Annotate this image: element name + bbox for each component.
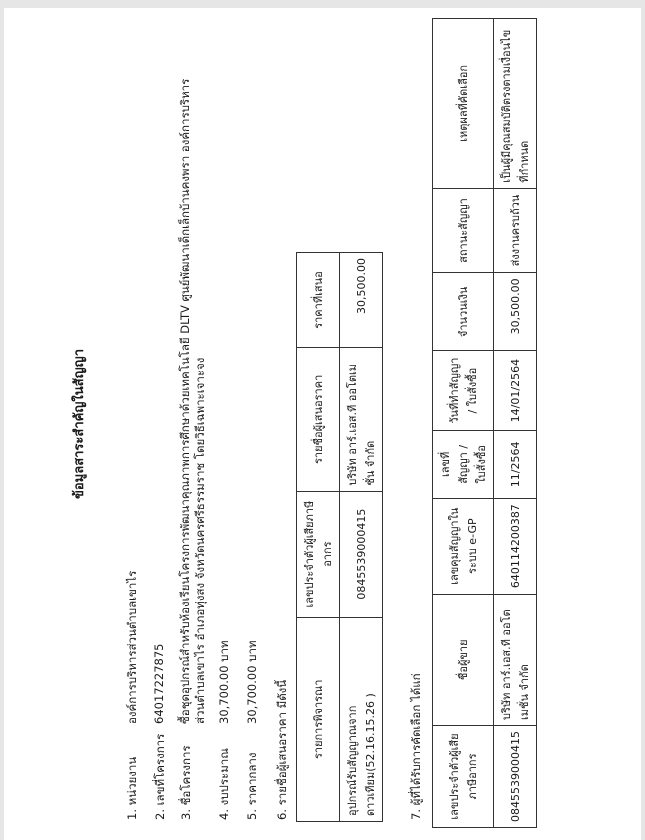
section7-heading: 7. ผู้ที่ได้รับการคัดเลือก ได้แก่ [409,673,423,820]
table-cell: 0845539000415 [494,726,537,828]
field-value: 64017227875 [152,643,166,724]
column-header: รายการพิจารณา [297,617,340,821]
table-cell: 0845539000415 [340,491,383,617]
table-cell: ส่งงานครบถ้วน [494,188,537,273]
column-header: ชื่อผู้ขาย [433,594,494,725]
table-cell: บริษัท อาร์.เอส.ที ออโตเมชั่น จำกัด [340,348,383,492]
document-title: ข้อมูลสาระสำคัญในสัญญา [72,348,87,500]
table-cell: 11/2564 [494,430,537,498]
field-agency [124,571,142,820]
field-budget [216,640,234,820]
field-label: 3. ชื่อโครงการ [179,745,193,820]
field-project-name [178,64,208,820]
column-header: เลขคุมสัญญาในระบบ e-GP [433,498,494,594]
field-project-number [152,644,170,820]
table-header-row [433,19,494,828]
selected-vendor-table [432,18,537,828]
column-header: ราคาที่เสนอ [297,253,340,348]
field-value: องค์การบริหารส่วนตำบลเขาไร [125,570,139,724]
table-cell: อุปกรณ์รับสัญญาณจากดาวเทียม(52.16.15.26 ) [340,617,383,821]
table-cell: 14/01/2564 [494,351,537,431]
column-header: จำนวนเงิน [433,273,494,351]
document-page [4,8,641,840]
table-cell: 30,500.00 [494,273,537,351]
field-label: 1. หน่วยงาน [125,756,139,820]
column-header: สถานะสัญญา [433,188,494,273]
column-header: เหตุผลที่คัดเลือก [433,19,494,189]
table-header-row [297,253,340,822]
field-value: 30,700.00 บาท [245,640,259,724]
bidders-table [296,252,383,822]
column-header: เลขประจำตัวผู้เสียภาษีอากร [433,726,494,828]
table-cell: 640114200387 [494,498,537,594]
field-label: 5. ราคากลาง [245,752,259,820]
rotated-content [4,8,641,840]
column-header: เลขประจำตัวผู้เสียภาษีอากร [297,491,340,617]
field-label: 4. งบประมาณ [217,748,231,820]
field-median-price [244,640,262,820]
field-value: 30,700.00 บาท [217,640,231,724]
column-header: รายชื่อผู้เสนอราคา [297,348,340,492]
table-cell: 30,500.00 [340,253,383,348]
column-header: วันที่ทำสัญญา / ใบสั่งซื้อ [433,351,494,431]
table-cell: บริษัท อาร์.เอส.ที ออโตเมชั่น จำกัด [494,594,537,725]
column-header: เลขที่สัญญา / ใบสั่งซื้อ [433,430,494,498]
section6-heading: 6. รายชื่อผู้เสนอราคา มีดังนี้ [275,679,289,820]
table-row [340,253,383,822]
table-cell: เป็นผู้มีคุณสมบัติตรงตามเงื่อนไขที่กำหนด [494,19,537,189]
field-label: 2. เลขที่โครงการ [153,733,167,820]
table-row [494,19,537,828]
field-value: ซื้อชุดอุปกรณ์สำหรับห้องเรียนโครงการพัฒนาคุณภาพการศึกษาด้วยเทคโนโลยี DLTV ศูนย์พัฒนาเด็กเล็กบ้านคงพรา องค์การบริหารส่วนตำบลเขาไร อำเภอทุ่งสง จังหวัดนครศรีธรรมราช โดยวิธีเฉพาะเจาะจง [178,78,207,724]
